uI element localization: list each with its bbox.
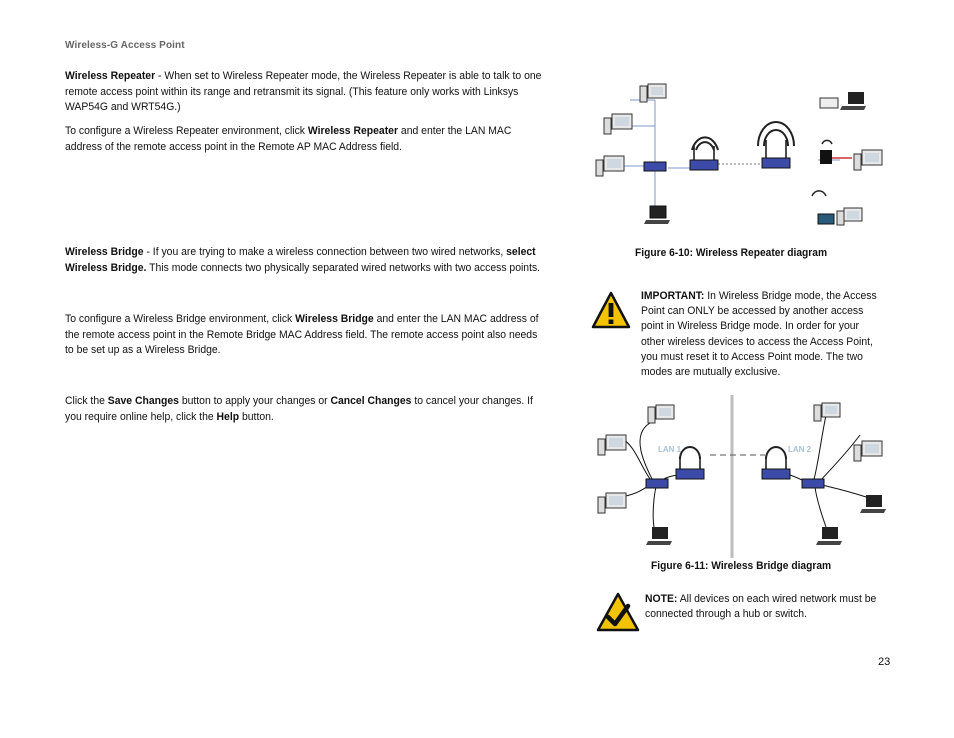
computer-icon [854,150,882,170]
computer-icon [604,114,632,134]
computer-icon [854,441,882,461]
hub-icon [646,479,668,488]
bridge-config-paragraph [65,312,549,359]
save-changes-bold: Save Changes [107,395,179,407]
computer-icon [812,191,862,225]
bridge-config-post: and enter the LAN MAC address of the remote access point in the Remote Bridge MAC Address field. The remote access point also needs to be set up as a Wireless Bridge. [65,313,539,356]
computer-icon [598,493,626,513]
save-paragraph [65,394,549,425]
repeater-config-paragraph [65,124,549,155]
computer-icon [814,403,840,421]
save-pre: Click the [65,395,108,407]
bridge-diagram [590,395,890,560]
cancel-changes-bold: Cancel Changes [330,395,412,407]
router-icon [690,137,718,170]
computer-icon [640,84,666,102]
bridge-config-bold: Wireless Bridge [295,313,374,325]
hub-icon [644,162,666,171]
note-text: All devices on each wired network must be connected through a hub or switch. [645,593,877,621]
page-number: 23 [878,656,891,668]
laptop-icon [860,495,886,513]
repeater-paragraph [65,69,549,116]
important-note [641,289,885,380]
repeater-config-post: and enter the LAN MAC address of the remote access point in the Remote AP MAC Address field. [65,125,512,153]
help-bold: Help [216,410,240,423]
computer-icon [598,435,626,455]
repeater-config-bold: Wireless Repeater [307,125,399,137]
hub-icon [802,479,824,488]
repeater-term: Wireless Repeater [65,70,156,82]
figure-6-10-caption: Figure 6-10: Wireless Repeater diagram [635,247,828,259]
important-text: In Wireless Bridge mode, the Access Point can ONLY be accessed by another access point in Wireless Bridge mode. In order for your other wireless devices to access the Access Point, you must reset it to Access Point mode. The two modes are mutually exclusive. [641,290,877,379]
router-icon [762,447,790,479]
bridge-paragraph [65,245,549,276]
bridge-desc-post: This mode connects two physically separated wired networks with two access points. [146,261,541,274]
save-post: button. [239,410,274,423]
repeater-config-pre: To configure a Wireless Repeater environment, click [65,125,308,137]
router-icon [758,122,794,168]
bridge-desc-bold: select Wireless Bridge. [65,246,536,274]
laptop-icon [820,92,866,110]
access-point-icon [820,140,832,164]
warning-icon [591,290,631,330]
bridge-desc-pre: - If you are trying to make a wireless connection between two wired networks, [143,246,507,258]
repeater-diagram [590,78,890,238]
laptop-icon [646,527,672,545]
lan-1-label: LAN 1 [658,445,682,454]
computer-icon [648,405,674,423]
note-box [645,592,887,622]
bridge-config-pre: To configure a Wireless Bridge environment, click [65,313,296,325]
important-label: IMPORTANT: [641,290,705,302]
figure-6-11-caption: Figure 6-11: Wireless Bridge diagram [651,560,832,572]
note-label: NOTE: [645,593,678,605]
bridge-term: Wireless Bridge [65,246,144,258]
laptop-icon [644,206,670,224]
computer-icon [596,156,624,176]
lan-2-label: LAN 2 [788,445,812,454]
check-icon [596,592,640,632]
save-mid1: button to apply your changes or [178,395,331,407]
save-mid2: to cancel your changes. If you require online help, click the [65,395,533,423]
laptop-icon [816,527,842,545]
running-header: Wireless-G Access Point [65,40,185,51]
repeater-desc: - When set to Wireless Repeater mode, the Wireless Repeater is able to talk to one remote access point within its range and retransmit its signal. (This feature only works with Linksys WAP54G and WRT54G.) [65,70,542,113]
